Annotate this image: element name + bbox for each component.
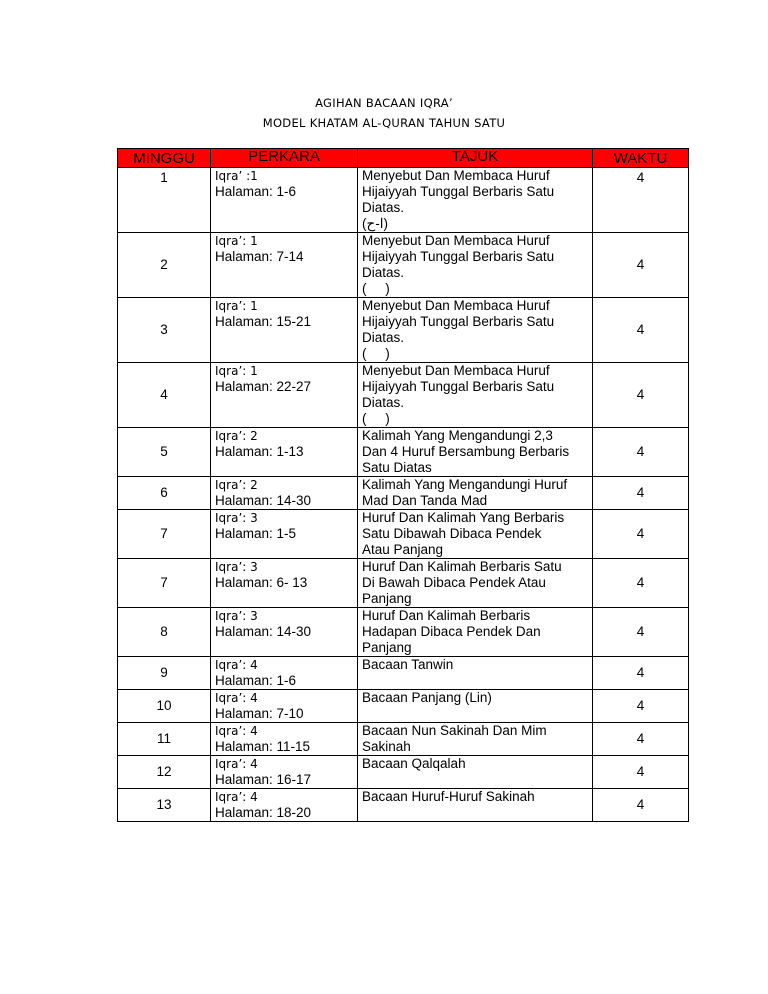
iqra-level: Iqra’: 2 <box>215 478 258 492</box>
cell-waktu: 4 <box>593 363 689 428</box>
cell-minggu: 9 <box>118 657 211 690</box>
cell-waktu: 4 <box>593 756 689 789</box>
cell-minggu: 2 <box>118 233 211 298</box>
halaman-range: Halaman: 18-20 <box>215 805 312 820</box>
cell-perkara <box>211 559 358 608</box>
cell-waktu: 4 <box>593 298 689 363</box>
cell-perkara <box>211 168 358 233</box>
table-row <box>118 233 689 298</box>
table-header-row <box>118 149 689 168</box>
cell-perkara <box>211 477 358 510</box>
tajuk-line: Di Bawah Dibaca Pendek Atau <box>362 575 546 590</box>
halaman-range: Halaman: 1-5 <box>215 526 297 541</box>
iqra-level: Iqra’: 4 <box>215 658 258 672</box>
cell-perkara <box>211 756 358 789</box>
tajuk-line: Hijaiyyah Tunggal Berbaris Satu <box>362 184 555 199</box>
cell-tajuk <box>358 657 593 690</box>
cell-minggu: 10 <box>118 690 211 723</box>
tajuk-line: Diatas. <box>362 330 405 345</box>
tajuk-line: Hadapan Dibaca Pendek Dan <box>362 624 541 639</box>
iqra-level: Iqra’: 1 <box>215 364 258 378</box>
halaman-range: Halaman: 6- 13 <box>215 575 308 590</box>
halaman-range: Halaman: 22-27 <box>215 379 312 394</box>
tajuk-line: ( ) <box>362 346 390 361</box>
cell-waktu: 4 <box>593 477 689 510</box>
header-perkara: PERKARA <box>211 149 358 168</box>
cell-waktu: 4 <box>593 789 689 822</box>
tajuk-line: Huruf Dan Kalimah Berbaris Satu <box>362 559 562 574</box>
tajuk-line: Diatas. <box>362 395 405 410</box>
halaman-range: Halaman: 1-6 <box>215 673 297 688</box>
cell-minggu: 12 <box>118 756 211 789</box>
iqra-level: Iqra’: 3 <box>215 609 258 623</box>
cell-minggu: 6 <box>118 477 211 510</box>
iqra-level: Iqra’: 3 <box>215 560 258 574</box>
cell-perkara <box>211 723 358 756</box>
schedule-table <box>117 148 689 822</box>
cell-minggu: 8 <box>118 608 211 657</box>
tajuk-line: Hijaiyyah Tunggal Berbaris Satu <box>362 379 555 394</box>
cell-waktu: 4 <box>593 559 689 608</box>
tajuk-line: Bacaan Huruf-Huruf Sakinah <box>362 789 535 804</box>
tajuk-line: Menyebut Dan Membaca Huruf <box>362 298 550 313</box>
cell-tajuk <box>358 233 593 298</box>
halaman-range: Halaman: 15-21 <box>215 314 312 329</box>
tajuk-line: Huruf Dan Kalimah Yang Berbaris <box>362 510 565 525</box>
cell-tajuk <box>358 477 593 510</box>
cell-perkara <box>211 298 358 363</box>
cell-minggu: 4 <box>118 363 211 428</box>
cell-perkara <box>211 363 358 428</box>
table-row <box>118 690 689 723</box>
iqra-level: Iqra’: 4 <box>215 790 258 804</box>
tajuk-line: Bacaan Panjang (Lin) <box>362 690 492 705</box>
iqra-level: Iqra’: 2 <box>215 429 258 443</box>
tajuk-line: Satu Diatas <box>362 460 432 475</box>
tajuk-line: Mad Dan Tanda Mad <box>362 493 488 508</box>
halaman-range: Halaman: 16-17 <box>215 772 312 787</box>
cell-perkara <box>211 510 358 559</box>
cell-perkara <box>211 233 358 298</box>
tajuk-line: ( ) <box>362 411 390 426</box>
cell-perkara <box>211 608 358 657</box>
cell-tajuk <box>358 559 593 608</box>
cell-tajuk <box>358 756 593 789</box>
table-row <box>118 168 689 233</box>
tajuk-line: Diatas. <box>362 265 405 280</box>
cell-waktu: 4 <box>593 168 689 233</box>
tajuk-line: (ا-ح) <box>362 216 388 231</box>
iqra-level: Iqra’: 1 <box>215 234 258 248</box>
cell-minggu: 7 <box>118 510 211 559</box>
cell-tajuk <box>358 723 593 756</box>
tajuk-line: Bacaan Qalqalah <box>362 756 466 771</box>
tajuk-line: Huruf Dan Kalimah Berbaris <box>362 608 531 623</box>
cell-waktu: 4 <box>593 690 689 723</box>
tajuk-line: Bacaan Nun Sakinah Dan Mim <box>362 723 547 738</box>
cell-waktu: 4 <box>593 233 689 298</box>
cell-tajuk <box>358 510 593 559</box>
table-row <box>118 428 689 477</box>
halaman-range: Halaman: 11-15 <box>215 739 311 754</box>
cell-waktu: 4 <box>593 510 689 559</box>
table-row <box>118 789 689 822</box>
iqra-level: Iqra’: 4 <box>215 691 258 705</box>
tajuk-line: Panjang <box>362 640 412 655</box>
cell-perkara <box>211 690 358 723</box>
table-row <box>118 723 689 756</box>
cell-perkara <box>211 428 358 477</box>
table-row <box>118 363 689 428</box>
table-row <box>118 657 689 690</box>
iqra-level: Iqra’ :1 <box>215 169 258 183</box>
cell-minggu: 7 <box>118 559 211 608</box>
cell-tajuk <box>358 428 593 477</box>
cell-minggu: 13 <box>118 789 211 822</box>
tajuk-line: Diatas. <box>362 200 405 215</box>
cell-tajuk <box>358 690 593 723</box>
tajuk-line: Satu Dibawah Dibaca Pendek <box>362 526 542 541</box>
cell-tajuk <box>358 789 593 822</box>
tajuk-line: Bacaan Tanwin <box>362 657 454 672</box>
cell-tajuk <box>358 298 593 363</box>
tajuk-line: Menyebut Dan Membaca Huruf <box>362 233 550 248</box>
tajuk-line: Atau Panjang <box>362 542 444 557</box>
table-row <box>118 510 689 559</box>
tajuk-line: ( ) <box>362 281 390 296</box>
cell-waktu: 4 <box>593 428 689 477</box>
header-waktu: WAKTU <box>593 149 689 168</box>
tajuk-line: Dan 4 Huruf Bersambung Berbaris <box>362 444 570 459</box>
halaman-range: Halaman: 14-30 <box>215 624 312 639</box>
cell-minggu: 5 <box>118 428 211 477</box>
halaman-range: Halaman: 7-10 <box>215 706 304 721</box>
table-row <box>118 477 689 510</box>
tajuk-line: Kalimah Yang Mengandungi 2,3 <box>362 428 553 443</box>
cell-minggu: 3 <box>118 298 211 363</box>
table-row <box>118 756 689 789</box>
table-row <box>118 608 689 657</box>
iqra-level: Iqra’: 3 <box>215 511 258 525</box>
cell-minggu: 1 <box>118 168 211 233</box>
table-row <box>118 298 689 363</box>
iqra-level: Iqra’: 1 <box>215 299 258 313</box>
cell-waktu: 4 <box>593 657 689 690</box>
cell-waktu: 4 <box>593 723 689 756</box>
cell-tajuk <box>358 168 593 233</box>
cell-waktu: 4 <box>593 608 689 657</box>
document-subtitle: MODEL KHATAM AL-QURAN TAHUN SATU <box>262 116 506 130</box>
table-row <box>118 559 689 608</box>
table-body <box>118 168 689 822</box>
tajuk-line: Hijaiyyah Tunggal Berbaris Satu <box>362 249 555 264</box>
iqra-level: Iqra’: 4 <box>215 757 258 771</box>
cell-tajuk <box>358 363 593 428</box>
halaman-range: Halaman: 1-13 <box>215 444 304 459</box>
tajuk-line: Menyebut Dan Membaca Huruf <box>362 363 550 378</box>
halaman-range: Halaman: 7-14 <box>215 249 304 264</box>
tajuk-line: Kalimah Yang Mengandungi Huruf <box>362 477 568 492</box>
document-title: AGIHAN BACAAN IQRA’ <box>315 96 453 110</box>
header-minggu: MINGGU <box>118 149 211 168</box>
tajuk-line: Hijaiyyah Tunggal Berbaris Satu <box>362 314 555 329</box>
halaman-range: Halaman: 14-30 <box>215 493 312 508</box>
tajuk-line: Menyebut Dan Membaca Huruf <box>362 168 550 183</box>
cell-tajuk <box>358 608 593 657</box>
halaman-range: Halaman: 1-6 <box>215 184 297 199</box>
header-tajuk: TAJUK <box>358 149 593 168</box>
cell-perkara <box>211 657 358 690</box>
iqra-level: Iqra’: 4 <box>215 724 258 738</box>
cell-perkara <box>211 789 358 822</box>
tajuk-line: Panjang <box>362 591 412 606</box>
tajuk-line: Sakinah <box>362 739 411 754</box>
cell-minggu: 11 <box>118 723 211 756</box>
